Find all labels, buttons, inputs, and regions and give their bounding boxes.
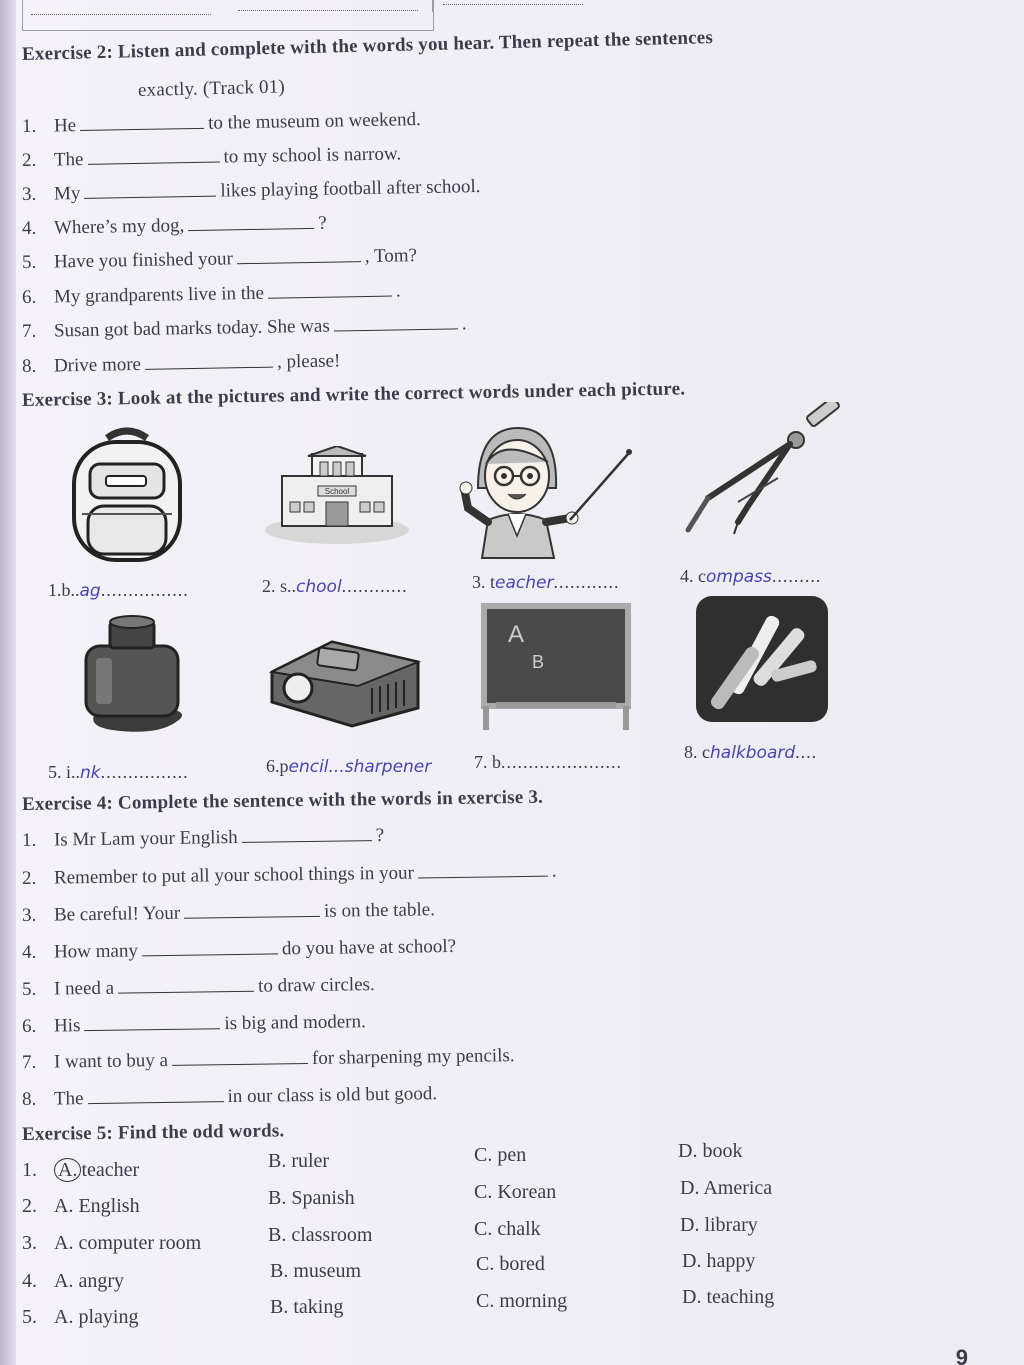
dotted-blank: ....	[795, 742, 818, 762]
answer-blank[interactable]	[237, 247, 361, 264]
school-picture	[262, 446, 412, 546]
option-text: teacher	[81, 1159, 140, 1181]
ex2-item-8	[22, 350, 341, 378]
compass-picture	[678, 402, 848, 542]
ex4-item-6	[22, 1011, 366, 1038]
ex5-row-1-d[interactable]: D. book	[678, 1140, 743, 1162]
answer-blank[interactable]	[145, 353, 273, 370]
ex2-item-1	[22, 109, 421, 138]
item-text: ?	[318, 212, 327, 234]
answer-blank[interactable]	[87, 1087, 223, 1104]
item-text: for sharpening my pencils.	[311, 1045, 515, 1069]
item-text: to my school is narrow.	[223, 143, 402, 168]
item-number: 1.	[21, 829, 37, 851]
item-text: The	[53, 1088, 84, 1110]
dotted-line	[31, 14, 211, 15]
dotted-blank: ............	[341, 576, 408, 596]
item-text: .	[551, 860, 557, 882]
option-letter: A.	[54, 1270, 74, 1292]
exercise-5-title: Exercise 5: Find the odd words.	[21, 1120, 285, 1145]
ex4-item-1	[22, 825, 384, 852]
ex5-row-4-a[interactable]	[22, 1270, 124, 1293]
item-text: .	[395, 280, 401, 302]
item-text: ?	[375, 824, 385, 847]
item-number: 1.	[21, 115, 37, 137]
ex5-row-5-c[interactable]: C. morning	[476, 1290, 568, 1312]
ex5-row-4-b[interactable]: B. museum	[270, 1260, 362, 1282]
ex5-row-5-b[interactable]: B. taking	[270, 1296, 344, 1318]
dotted-blank: ............	[553, 572, 620, 592]
item-text: is big and modern.	[224, 1011, 366, 1035]
ex4-item-4	[22, 936, 456, 964]
caption-prefix: 6.p	[266, 756, 289, 776]
option-letter: A.	[54, 1232, 74, 1254]
ex5-row-2-d[interactable]: D. America	[680, 1177, 773, 1199]
item-number: 8.	[21, 355, 37, 377]
caption-prefix: 1.b..	[48, 580, 80, 600]
book-spine-shadow	[0, 0, 16, 1365]
answer-blank[interactable]	[188, 214, 314, 231]
dotted-blank: ......................	[501, 752, 622, 772]
dotted-line	[238, 10, 418, 11]
bag-picture	[62, 424, 192, 564]
item-number: 2.	[22, 1195, 37, 1217]
ex5-row-2-a[interactable]	[22, 1195, 140, 1218]
item-text: Be careful! Your	[53, 902, 181, 926]
ex2-item-4	[22, 213, 327, 240]
ex4-item-2	[22, 861, 557, 890]
caption-prefix: 5. i..	[48, 762, 81, 782]
caption-2	[262, 576, 408, 597]
item-text: is on the table.	[323, 899, 436, 922]
item-number: 5.	[21, 251, 37, 273]
handwritten-answer[interactable]: eacher	[495, 573, 554, 593]
handwritten-answer[interactable]: halkboard	[710, 743, 796, 763]
caption-4	[680, 566, 821, 587]
item-number: 6.	[21, 286, 37, 308]
caption-prefix: 8. c	[684, 742, 710, 762]
item-text: to draw circles.	[257, 974, 375, 997]
item-number: 2.	[21, 867, 37, 889]
board-letter-a: A	[508, 621, 525, 648]
item-number: 7.	[21, 1051, 37, 1073]
answer-blank[interactable]	[118, 977, 254, 994]
item-text: My	[53, 182, 81, 205]
board-letter-b: B	[532, 652, 545, 672]
teacher-picture	[458, 418, 638, 568]
item-text: I want to buy a	[53, 1049, 169, 1073]
answer-blank[interactable]	[241, 826, 371, 843]
option-text: angry	[78, 1270, 124, 1292]
exercise-2-subtitle: exactly. (Track 01)	[137, 76, 286, 101]
header-box	[22, 0, 434, 31]
caption-6	[266, 756, 431, 777]
item-text: likes playing football after school.	[220, 175, 481, 202]
caption-prefix: 4. c	[680, 566, 706, 586]
handwritten-answer[interactable]: nk	[80, 763, 101, 783]
item-number: 4.	[22, 1270, 37, 1292]
item-number: 8.	[21, 1088, 37, 1110]
item-text: How many	[53, 940, 139, 963]
option-letter: A.	[54, 1195, 74, 1217]
ex5-row-1-c[interactable]: C. pen	[474, 1144, 527, 1166]
answer-blank[interactable]	[418, 862, 548, 879]
item-text: , please!	[276, 350, 341, 373]
item-text: My grandparents live in the	[53, 282, 265, 308]
ex5-row-1-b[interactable]: B. ruler	[268, 1150, 330, 1172]
option-text: English	[78, 1195, 140, 1217]
option-text: computer room	[78, 1232, 202, 1254]
item-text: in our class is old but good.	[227, 1083, 438, 1108]
ex2-item-7	[22, 313, 467, 343]
caption-prefix: 7. b	[474, 752, 501, 772]
answer-blank[interactable]	[334, 314, 458, 331]
item-text: Have you finished your	[53, 248, 234, 273]
ex4-item-8	[22, 1083, 437, 1111]
item-number: 3.	[22, 1232, 37, 1254]
ex5-row-5-a[interactable]	[22, 1306, 138, 1329]
item-number: 3.	[21, 904, 37, 926]
caption-prefix: 2. s..	[262, 576, 297, 596]
answer-blank[interactable]	[184, 902, 320, 919]
ink-picture	[66, 608, 196, 738]
item-number: 1.	[22, 1159, 37, 1181]
ex4-item-3	[22, 899, 435, 927]
board-picture	[476, 602, 636, 734]
item-text: The	[53, 148, 84, 171]
exercise-2-title: Exercise 2: Listen and complete with the words you hear. Then repeat the sentences	[21, 27, 714, 65]
handwritten-answer[interactable]: ompass	[706, 567, 772, 587]
item-number: 5.	[21, 978, 37, 1000]
ex2-item-6	[22, 280, 401, 309]
ex5-row-4-c[interactable]: C. bored	[476, 1253, 545, 1275]
ex4-item-7	[22, 1045, 515, 1074]
ex5-row-2-c[interactable]: C. Korean	[474, 1181, 557, 1203]
caption-1	[48, 580, 189, 601]
item-text: to the museum on weekend.	[207, 109, 421, 134]
caption-3	[472, 572, 619, 593]
item-number: 6.	[21, 1015, 37, 1037]
ex5-row-1-a	[22, 1158, 139, 1182]
option-letter: A.	[54, 1306, 74, 1328]
ex5-row-3-a[interactable]	[22, 1232, 201, 1255]
item-text: Remember to put all your school things in your	[53, 862, 415, 889]
sharpener-picture	[262, 622, 422, 732]
item-text: Is Mr Lam your English	[53, 826, 238, 851]
ex5-row-2-b[interactable]: B. Spanish	[268, 1187, 355, 1209]
item-number: 2.	[21, 149, 37, 171]
answer-blank[interactable]	[87, 148, 219, 165]
ex5-row-5-d[interactable]: D. teaching	[682, 1286, 775, 1308]
caption-8	[684, 742, 817, 763]
item-text: I need a	[53, 977, 115, 1000]
circled-option-a[interactable]: A.	[54, 1158, 81, 1182]
ex5-row-3-b[interactable]: B. classroom	[268, 1224, 373, 1246]
caption-prefix: 3. t	[472, 572, 496, 592]
caption-7	[474, 752, 622, 773]
exercise-4-title: Exercise 4: Complete the sentence with the words in exercise 3.	[21, 786, 544, 815]
caption-5	[48, 762, 189, 783]
page-number: 9	[955, 1345, 968, 1365]
handwritten-answer[interactable]: encil...sharpener	[288, 757, 432, 777]
answer-blank[interactable]	[80, 114, 204, 131]
item-text: Where’s my dog,	[53, 215, 185, 239]
ex5-row-4-d[interactable]: D. happy	[682, 1250, 756, 1272]
item-text: Susan got bad marks today. She was	[53, 315, 330, 342]
answer-blank[interactable]	[268, 282, 392, 299]
exercise-3-title: Exercise 3: Look at the pictures and write the correct words under each picture.	[21, 378, 686, 411]
item-text: .	[461, 313, 467, 335]
ex2-item-5	[22, 245, 417, 274]
dotted-line	[443, 4, 583, 5]
item-number: 4.	[21, 941, 37, 963]
answer-blank[interactable]	[172, 1049, 308, 1066]
answer-blank[interactable]	[84, 1014, 220, 1031]
dotted-blank: .........	[771, 566, 822, 586]
item-number: 4.	[21, 217, 37, 239]
item-text: Drive more	[53, 353, 142, 377]
ex4-item-5	[22, 974, 375, 1001]
item-text: He	[53, 115, 77, 137]
item-number: 5.	[22, 1306, 37, 1328]
ex5-row-3-d[interactable]: D. library	[680, 1214, 758, 1236]
ex2-item-2	[22, 143, 402, 172]
answer-blank[interactable]	[142, 939, 278, 956]
chalk-picture	[692, 592, 832, 726]
school-sign: School	[324, 487, 350, 496]
handwritten-answer[interactable]: chool	[296, 577, 342, 597]
header-box	[432, 0, 593, 12]
ex2-item-3	[22, 176, 481, 206]
dotted-blank: ................	[100, 762, 189, 782]
dotted-blank: ................	[100, 580, 189, 600]
handwritten-answer[interactable]: ag	[79, 581, 101, 601]
item-text: His	[53, 1015, 81, 1037]
item-number: 3.	[21, 183, 37, 205]
ex5-row-3-c[interactable]: C. chalk	[474, 1218, 541, 1240]
item-text: , Tom?	[364, 245, 418, 268]
option-text: playing	[78, 1306, 139, 1328]
answer-blank[interactable]	[84, 182, 216, 199]
item-text: do you have at school?	[281, 935, 457, 960]
item-number: 7.	[21, 320, 37, 342]
